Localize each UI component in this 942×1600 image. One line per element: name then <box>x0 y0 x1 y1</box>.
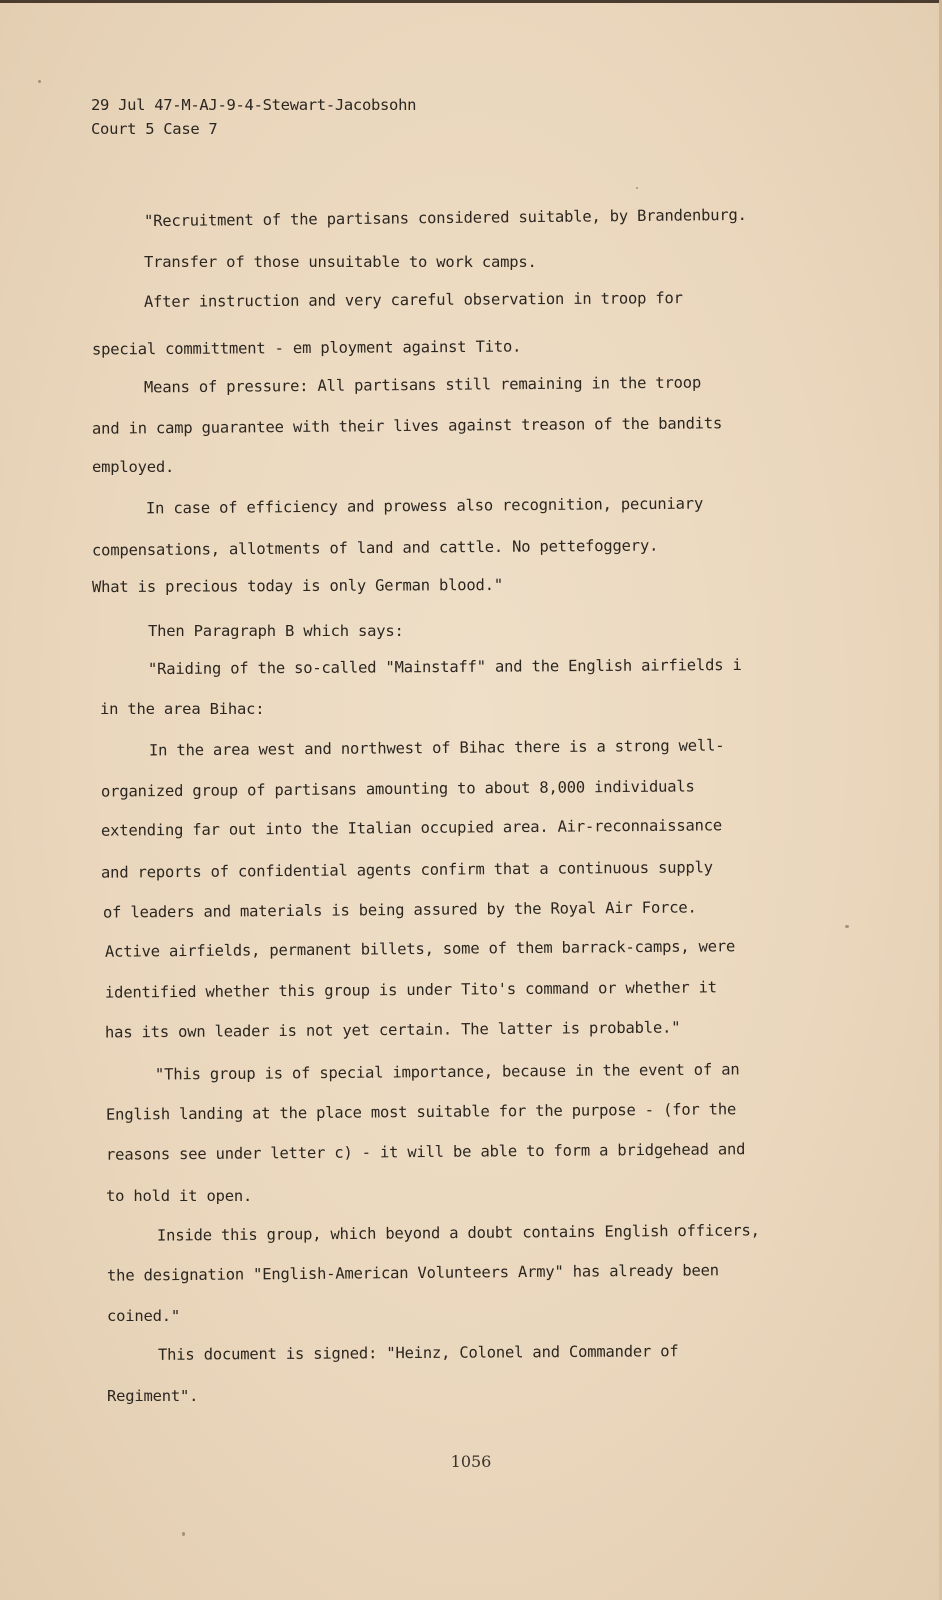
body-line: In case of efficiency and prowess also recognition, pecuniary <box>145 494 704 518</box>
body-line: of leaders and materials is being assured by the Royal Air Force. <box>102 898 697 922</box>
body-line: Then Paragraph B which says: <box>148 622 404 640</box>
body-line: has its own leader is not yet certain. The latter is probable." <box>104 1018 681 1042</box>
body-line: Active airfields, permanent billets, some of them barrack-camps, were <box>104 937 736 961</box>
body-line: compensations, allotments of land and cattle. No pettefoggery. <box>91 536 659 560</box>
body-line: reasons see under letter c) - it will be able to form a bridgehead and <box>105 1140 746 1164</box>
paper-speck <box>38 80 41 83</box>
body-line: In the area west and northwest of Bihac there is a strong well- <box>148 736 725 760</box>
body-line: special committment - em ployment against Tito. <box>91 337 522 359</box>
body-line: extending far out into the Italian occupied area. Air-reconnaissance <box>100 816 723 840</box>
body-line: Inside this group, which beyond a doubt contains English officers, <box>156 1221 760 1245</box>
body-line: What is precious today is only German blood." <box>91 575 503 597</box>
header-court-case: Court 5 Case 7 <box>91 120 218 138</box>
body-line: Regiment". <box>107 1387 199 1405</box>
body-line: organized group of partisans amounting to about 8,000 individuals <box>100 777 695 801</box>
body-line: "Recruitment of the partisans considered suitable, by Brandenburg. <box>143 205 747 231</box>
body-line: This document is signed: "Heinz, Colonel and Commander of <box>157 1342 679 1364</box>
body-line: "This group is of special importance, because in the event of an <box>154 1060 740 1084</box>
body-line: identified whether this group is under Tito's command or whether it <box>104 978 717 1002</box>
body-line: After instruction and very careful observation in troop for <box>143 289 683 311</box>
page-number: 1056 <box>450 1452 492 1471</box>
body-line: employed. <box>92 458 175 476</box>
body-line: English landing at the place most suitable for the purpose - (for the <box>105 1100 737 1124</box>
body-line: in the area Bihac: <box>100 700 265 718</box>
paper-speck <box>182 1532 185 1536</box>
paper-speck <box>636 187 638 189</box>
header-reference: 29 Jul 47-M-AJ-9-4-Stewart-Jacobsohn <box>91 96 417 114</box>
body-line: and reports of confidential agents confirm that a continuous supply <box>100 858 713 882</box>
body-line: and in camp guarantee with their lives against treason of the bandits <box>91 414 723 438</box>
body-line: "Raiding of the so-called "Mainstaff" and the English airfields i <box>147 655 742 679</box>
body-line: to hold it open. <box>106 1187 253 1205</box>
body-line: the designation "English-American Volunteers Army" has already been <box>106 1261 719 1285</box>
body-line: Transfer of those unsuitable to work camps. <box>144 253 537 271</box>
document-header <box>91 93 416 141</box>
body-line: coined." <box>107 1307 181 1325</box>
paper-speck <box>845 925 849 928</box>
page-top-edge <box>0 0 942 3</box>
body-line: Means of pressure: All partisans still remaining in the troop <box>143 373 702 397</box>
